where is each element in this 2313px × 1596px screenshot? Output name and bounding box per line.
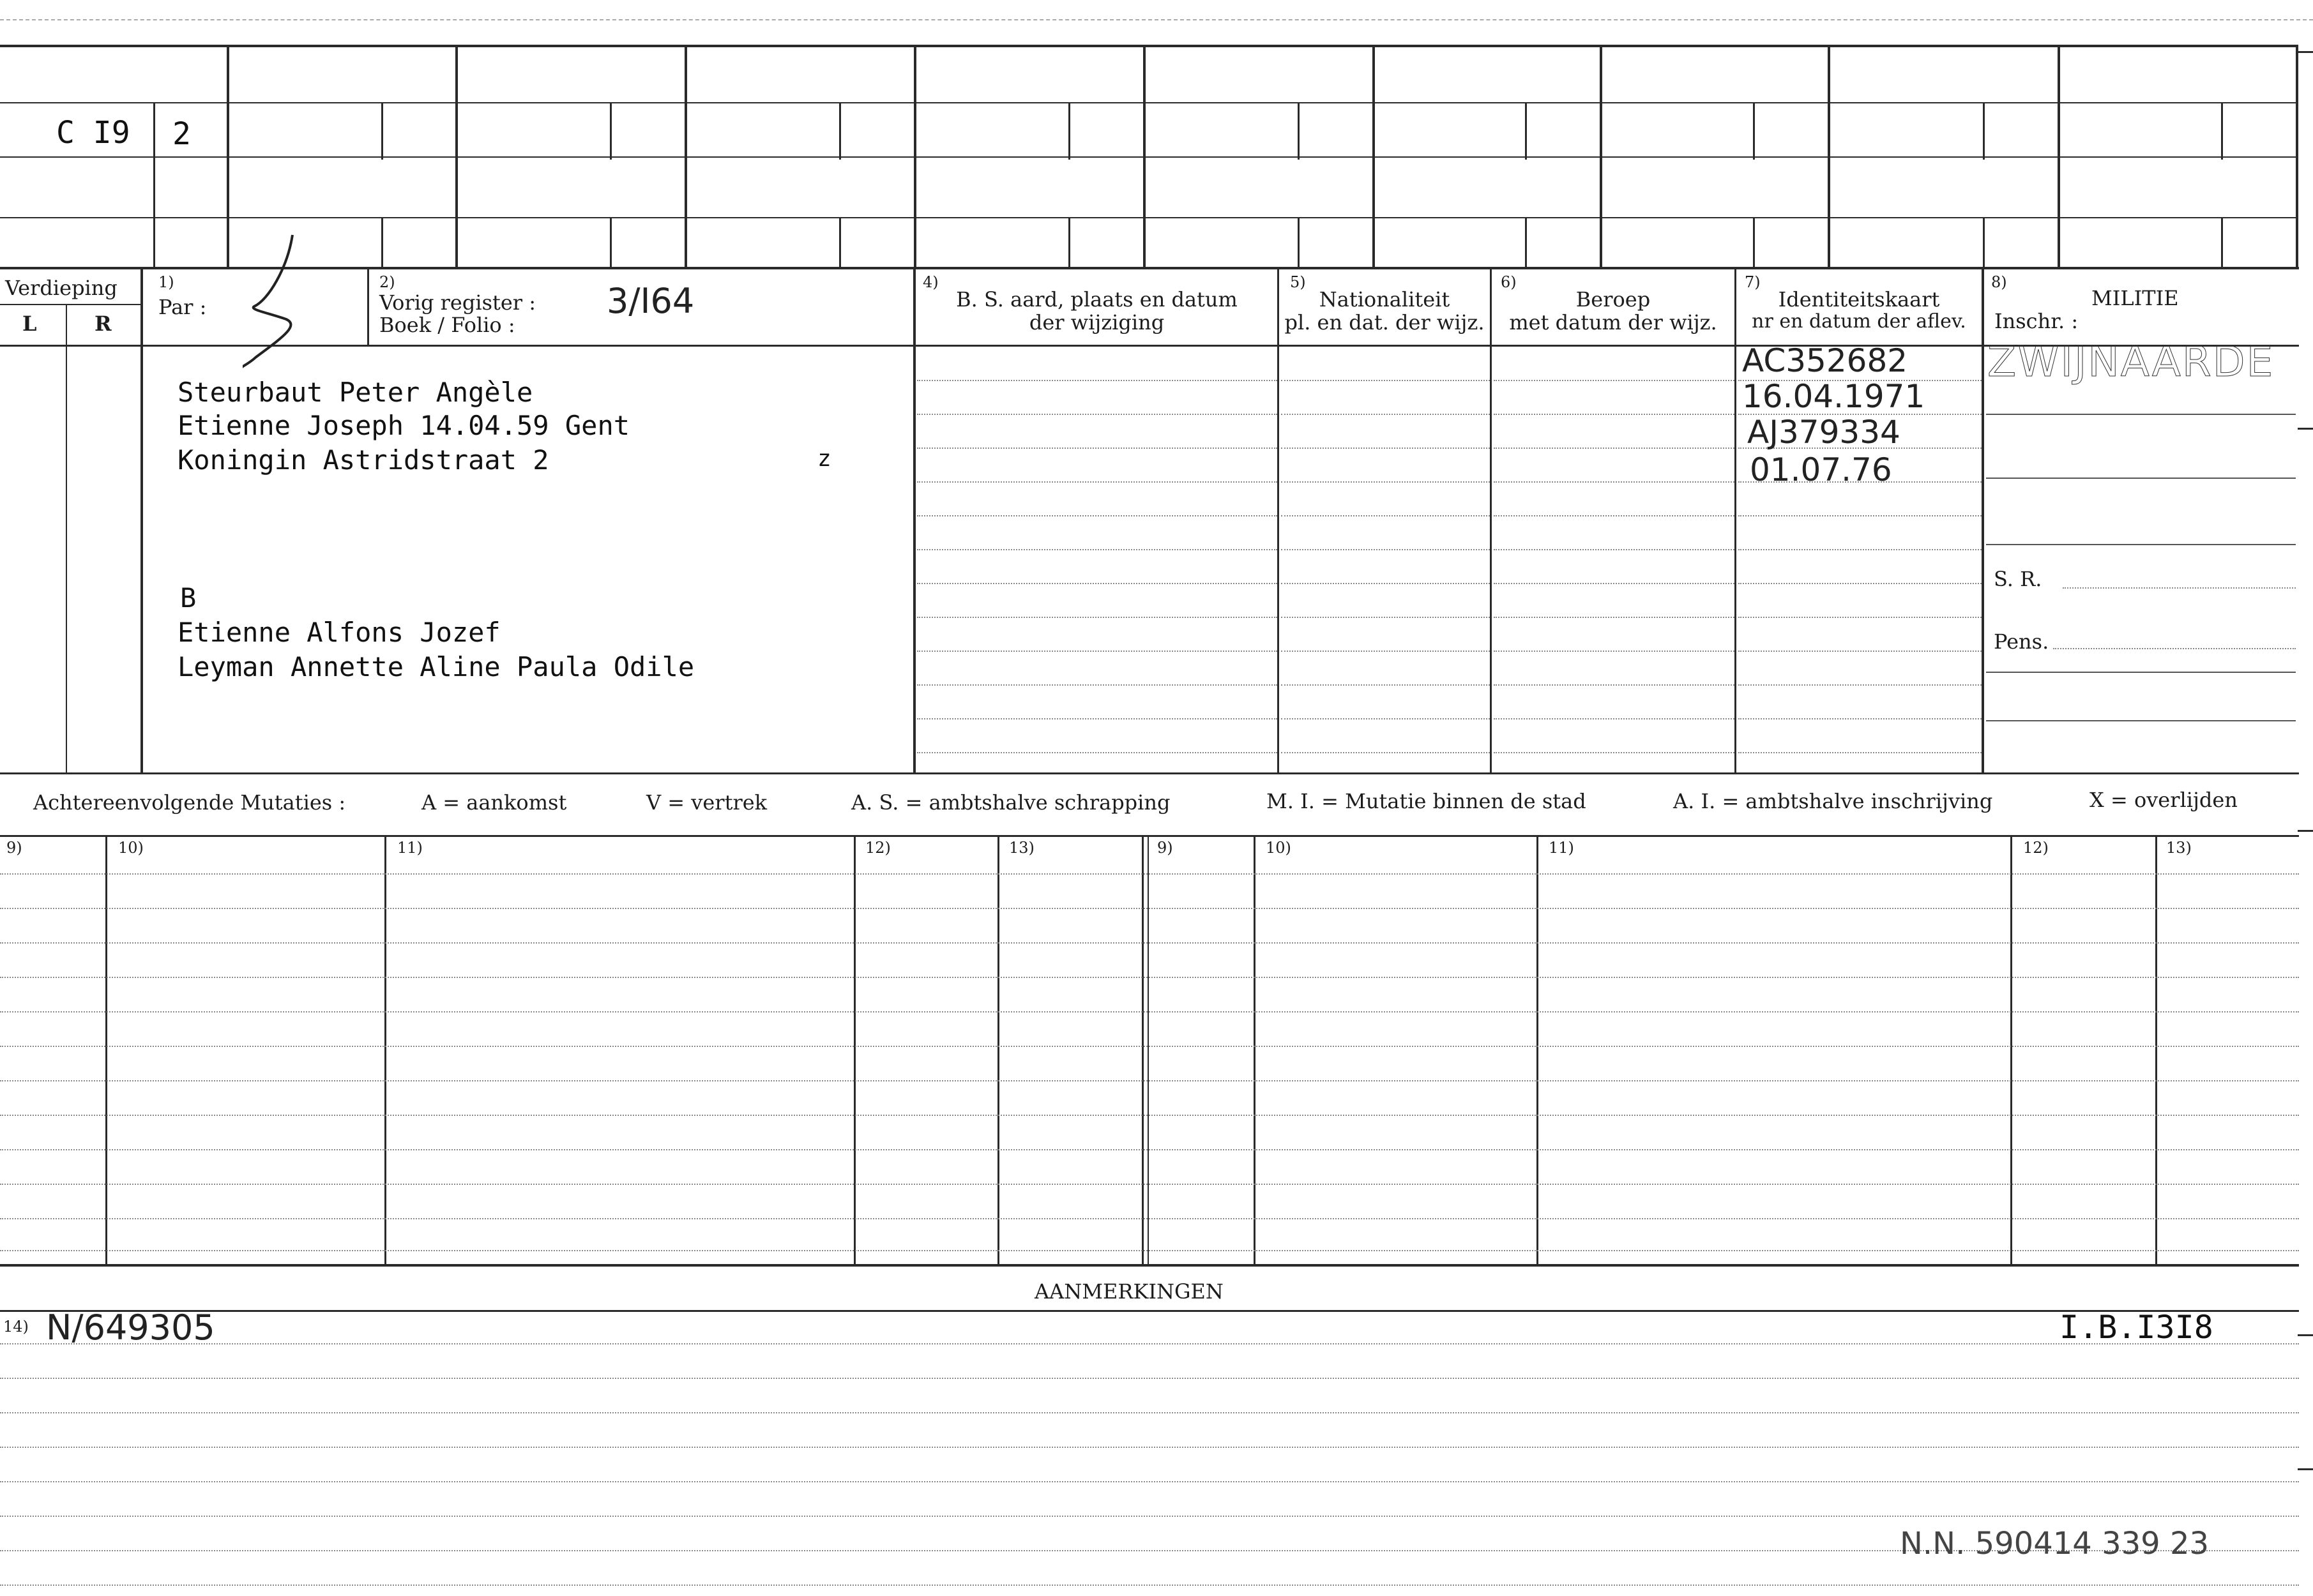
- person-line5: Etienne Alfons Jozef: [178, 617, 501, 648]
- grid-row-line: [0, 102, 2296, 103]
- c6-row: [1494, 380, 1734, 381]
- c4-row: [917, 380, 1277, 381]
- c4-row: [917, 684, 1277, 686]
- identity-id1: AC352682: [1742, 342, 1908, 379]
- c8-row: [1986, 544, 2296, 545]
- col6-line2: met datum der wijz.: [1509, 310, 1717, 335]
- grid-sub-line: [1525, 217, 1527, 268]
- person-line3: Koningin Astridstraat 2: [178, 444, 549, 476]
- grid-col-line: [1372, 45, 1375, 268]
- grid-bottom-line: [0, 267, 2299, 269]
- grid-sub-line: [381, 102, 383, 160]
- legend-ai: A. I. = ambtshalve inschrijving: [1673, 789, 1993, 813]
- c5-row: [1281, 448, 1490, 449]
- mut-row: [0, 1184, 2299, 1185]
- c8-row: [1986, 672, 2296, 673]
- col-line-5: [1277, 269, 1279, 774]
- sr-label: S. R.: [1994, 567, 2042, 591]
- col2-num: 2): [379, 273, 395, 291]
- mut-col-line: [997, 836, 999, 1265]
- verdieping-l: L: [22, 312, 37, 336]
- c5-row: [1281, 583, 1490, 584]
- mut-left-col9: 9): [6, 839, 22, 857]
- mut-left-col12: 12): [865, 839, 891, 857]
- grid-sub-line: [1753, 102, 1755, 160]
- col-line-1-2: [367, 269, 369, 346]
- edge-tick: [2298, 1334, 2313, 1336]
- c4-row: [917, 583, 1277, 584]
- pens-label: Pens.: [1994, 629, 2049, 654]
- grid-col-line: [1828, 45, 1830, 268]
- c6-row: [1494, 617, 1734, 618]
- grid-col-line: [2058, 45, 2060, 268]
- col-line-7: [1734, 269, 1736, 774]
- c7-row: [1738, 583, 1982, 584]
- identity-id2: AJ379334: [1747, 414, 1900, 451]
- col7-line2: nr en datum der aflev.: [1752, 310, 1966, 333]
- mut-right-col12: 12): [2023, 839, 2049, 857]
- c6-row: [1494, 583, 1734, 584]
- aanm-row: [0, 1447, 2299, 1448]
- grid-col-line: [227, 45, 229, 268]
- c6-row: [1494, 448, 1734, 449]
- c4-row: [917, 414, 1277, 415]
- top-border: [0, 45, 2296, 47]
- mut-left-col11: 11): [397, 839, 423, 857]
- grid-sub-line: [1525, 102, 1527, 160]
- c8-row: [1986, 478, 2296, 479]
- aanmerkingen-n-value: N/649305: [46, 1307, 215, 1348]
- grid-sub-line: [153, 102, 155, 268]
- grid-sub-line: [1068, 102, 1070, 160]
- mut-row: [0, 1115, 2299, 1116]
- grid-sub-line: [381, 217, 383, 268]
- c8-row: [1986, 720, 2296, 721]
- boek-folio-label: Boek / Folio :: [379, 313, 515, 337]
- vorig-register-label: Vorig register :: [379, 290, 536, 315]
- person-line6: Leyman Annette Aline Paula Odile: [178, 651, 695, 682]
- header-bottom-line: [0, 345, 2299, 347]
- body-bottom-line: [0, 772, 2299, 774]
- person-z: z: [817, 446, 831, 472]
- mut-col-line: [1254, 836, 1255, 1265]
- grid-col-line: [2296, 45, 2298, 268]
- grid-sub-line: [839, 102, 841, 160]
- c7-row: [1738, 617, 1982, 618]
- c4-row: [917, 481, 1277, 483]
- person-b: B: [180, 582, 197, 614]
- col6-line1: Beroep: [1575, 287, 1651, 312]
- c6-row: [1494, 752, 1734, 753]
- c4-row: [917, 515, 1277, 516]
- c5-row: [1281, 481, 1490, 483]
- c6-row: [1494, 718, 1734, 719]
- c7-row: [1738, 684, 1982, 686]
- identity-date2: 01.07.76: [1750, 451, 1892, 488]
- c6-row: [1494, 515, 1734, 516]
- grid-sub-line: [839, 217, 841, 268]
- identity-date1: 16.04.1971: [1742, 378, 1925, 415]
- grid-col-line: [455, 45, 458, 268]
- col7-line1: Identiteitskaart: [1778, 287, 1940, 312]
- c8-row: [1986, 414, 2296, 415]
- aanm-row: [0, 1412, 2299, 1413]
- col5-line1: Nationaliteit: [1319, 287, 1450, 312]
- mut-col-line: [2155, 836, 2157, 1265]
- mut-row: [0, 1011, 2299, 1013]
- col1-num: 1): [158, 273, 174, 291]
- mutaties-bottom-line: [0, 1264, 2299, 1267]
- c5-row: [1281, 651, 1490, 652]
- c6-row: [1494, 684, 1734, 686]
- col4-line2: der wijziging: [1029, 310, 1165, 335]
- mut-col-line: [1536, 836, 1538, 1265]
- legend-mi: M. I. = Mutatie binnen de stad: [1266, 789, 1586, 813]
- mut-col-line: [854, 836, 856, 1265]
- militie-stamp: ZWIJNAARDE: [1987, 337, 2275, 386]
- col-line-8: [1982, 269, 1984, 774]
- col5-line2: pl. en dat. der wijz.: [1284, 310, 1485, 335]
- top-grid-code: C I9: [56, 115, 130, 151]
- verdieping-sub-line: [0, 304, 142, 305]
- mut-col-line: [1142, 836, 1144, 1265]
- inschr-label: Inschr. :: [1994, 309, 2079, 333]
- mut-row: [0, 873, 2299, 875]
- aanm-row: [0, 1481, 2299, 1482]
- c4-row: [917, 448, 1277, 449]
- grid-sub-line: [1983, 102, 1985, 160]
- aanmerkingen-ib-value: I.B.I3I8: [2059, 1309, 2213, 1346]
- grid-sub-line: [1753, 217, 1755, 268]
- mut-row: [0, 977, 2299, 978]
- aanm-row: [0, 1516, 2299, 1517]
- aanmerkingen-line: [0, 1310, 2299, 1312]
- par-signature: [243, 230, 319, 389]
- person-line1: Steurbaut Peter Angèle: [178, 377, 533, 408]
- aanm-row: [0, 1378, 2299, 1379]
- top-edge: [0, 19, 2313, 20]
- c4-row: [917, 718, 1277, 719]
- col-line-verdieping: [140, 269, 143, 774]
- mut-row: [0, 1250, 2299, 1251]
- grid-sub-line: [1068, 217, 1070, 268]
- c4-row: [917, 752, 1277, 753]
- militie-title: MILITIE: [2091, 286, 2179, 310]
- c7-row: [1738, 718, 1982, 719]
- person-line2: Etienne Joseph 14.04.59 Gent: [178, 410, 630, 441]
- edge-tick: [2298, 830, 2313, 832]
- c7-row: [1738, 549, 1982, 550]
- verdieping-r: R: [95, 312, 112, 336]
- c5-row: [1281, 752, 1490, 753]
- c5-row: [1281, 549, 1490, 550]
- c4-row: [917, 617, 1277, 618]
- aanm-row: [0, 1343, 2299, 1344]
- grid-col-line: [685, 45, 687, 268]
- col6-num: 6): [1501, 273, 1517, 291]
- c6-row: [1494, 481, 1734, 483]
- c7-row: [1738, 515, 1982, 516]
- col4-line1: B. S. aard, plaats en datum: [956, 287, 1238, 312]
- col8-num: 8): [1991, 273, 2007, 291]
- nn-value: N.N. 590414 339 23: [1900, 1526, 2210, 1562]
- top-grid-digit: 2: [172, 116, 191, 152]
- mut-right-col10: 10): [1266, 839, 1291, 857]
- c7-row: [1738, 651, 1982, 652]
- grid-row-line: [0, 217, 2296, 218]
- aanmerkingen-title: AANMERKINGEN: [1035, 1279, 1224, 1304]
- mut-row: [0, 1046, 2299, 1047]
- pens-field: [2053, 648, 2296, 649]
- c5-row: [1281, 414, 1490, 415]
- register-value: 3/I64: [607, 281, 695, 321]
- legend-x: X = overlijden: [2089, 788, 2238, 812]
- c5-row: [1281, 684, 1490, 686]
- grid-sub-line: [610, 217, 612, 268]
- c4-row: [917, 651, 1277, 652]
- mut-right-col13: 13): [2166, 839, 2192, 857]
- c4-row: [917, 549, 1277, 550]
- mut-row: [0, 1080, 2299, 1081]
- mut-col-line: [105, 836, 107, 1265]
- grid-sub-line: [1298, 102, 1300, 160]
- mut-row: [0, 1218, 2299, 1219]
- mut-col-line: [384, 836, 386, 1265]
- mut-row: [0, 942, 2299, 944]
- col5-num: 5): [1290, 273, 1306, 291]
- aanm-row: [0, 1585, 2299, 1586]
- legend-a: A = aankomst: [421, 790, 567, 815]
- grid-sub-line: [1983, 217, 1985, 268]
- grid-sub-line: [2221, 217, 2223, 268]
- col4-num: 4): [923, 273, 939, 291]
- edge-tick: [2298, 51, 2313, 53]
- sr-field: [2063, 587, 2296, 589]
- c7-row: [1738, 752, 1982, 753]
- legend-v: V = vertrek: [646, 790, 768, 815]
- mut-left-col10: 10): [118, 839, 144, 857]
- c6-row: [1494, 651, 1734, 652]
- col-line-4: [913, 269, 916, 774]
- mutaties-top-line: [0, 835, 2299, 837]
- legend-as: A. S. = ambtshalve schrapping: [851, 790, 1171, 815]
- mut-left-col13: 13): [1009, 839, 1035, 857]
- mut-right-col11: 11): [1549, 839, 1574, 857]
- grid-col-line: [914, 45, 916, 268]
- verdieping-lr-line: [66, 305, 67, 774]
- mut-col-line: [1148, 836, 1149, 1265]
- mut-row: [0, 1149, 2299, 1150]
- grid-col-line: [1600, 45, 1602, 268]
- mut-right-col9: 9): [1157, 839, 1173, 857]
- edge-tick: [2298, 428, 2313, 430]
- par-label: Par :: [158, 295, 207, 319]
- col7-num: 7): [1745, 273, 1761, 291]
- c5-row: [1281, 718, 1490, 719]
- c5-row: [1281, 617, 1490, 618]
- grid-sub-line: [2221, 102, 2223, 160]
- mut-col-line: [2010, 836, 2012, 1265]
- mutaties-title: Achtereenvolgende Mutaties :: [33, 790, 346, 815]
- aanmerkingen-num: 14): [3, 1318, 29, 1336]
- col-line-6: [1490, 269, 1492, 774]
- grid-col-line: [1143, 45, 1146, 268]
- c6-row: [1494, 414, 1734, 415]
- c5-row: [1281, 515, 1490, 516]
- c6-row: [1494, 549, 1734, 550]
- edge-tick: [2298, 1468, 2313, 1470]
- grid-sub-line: [1298, 217, 1300, 268]
- grid-row-line: [0, 156, 2296, 158]
- verdieping-label: Verdieping: [5, 276, 118, 300]
- grid-sub-line: [610, 102, 612, 160]
- c5-row: [1281, 380, 1490, 381]
- mut-row: [0, 908, 2299, 909]
